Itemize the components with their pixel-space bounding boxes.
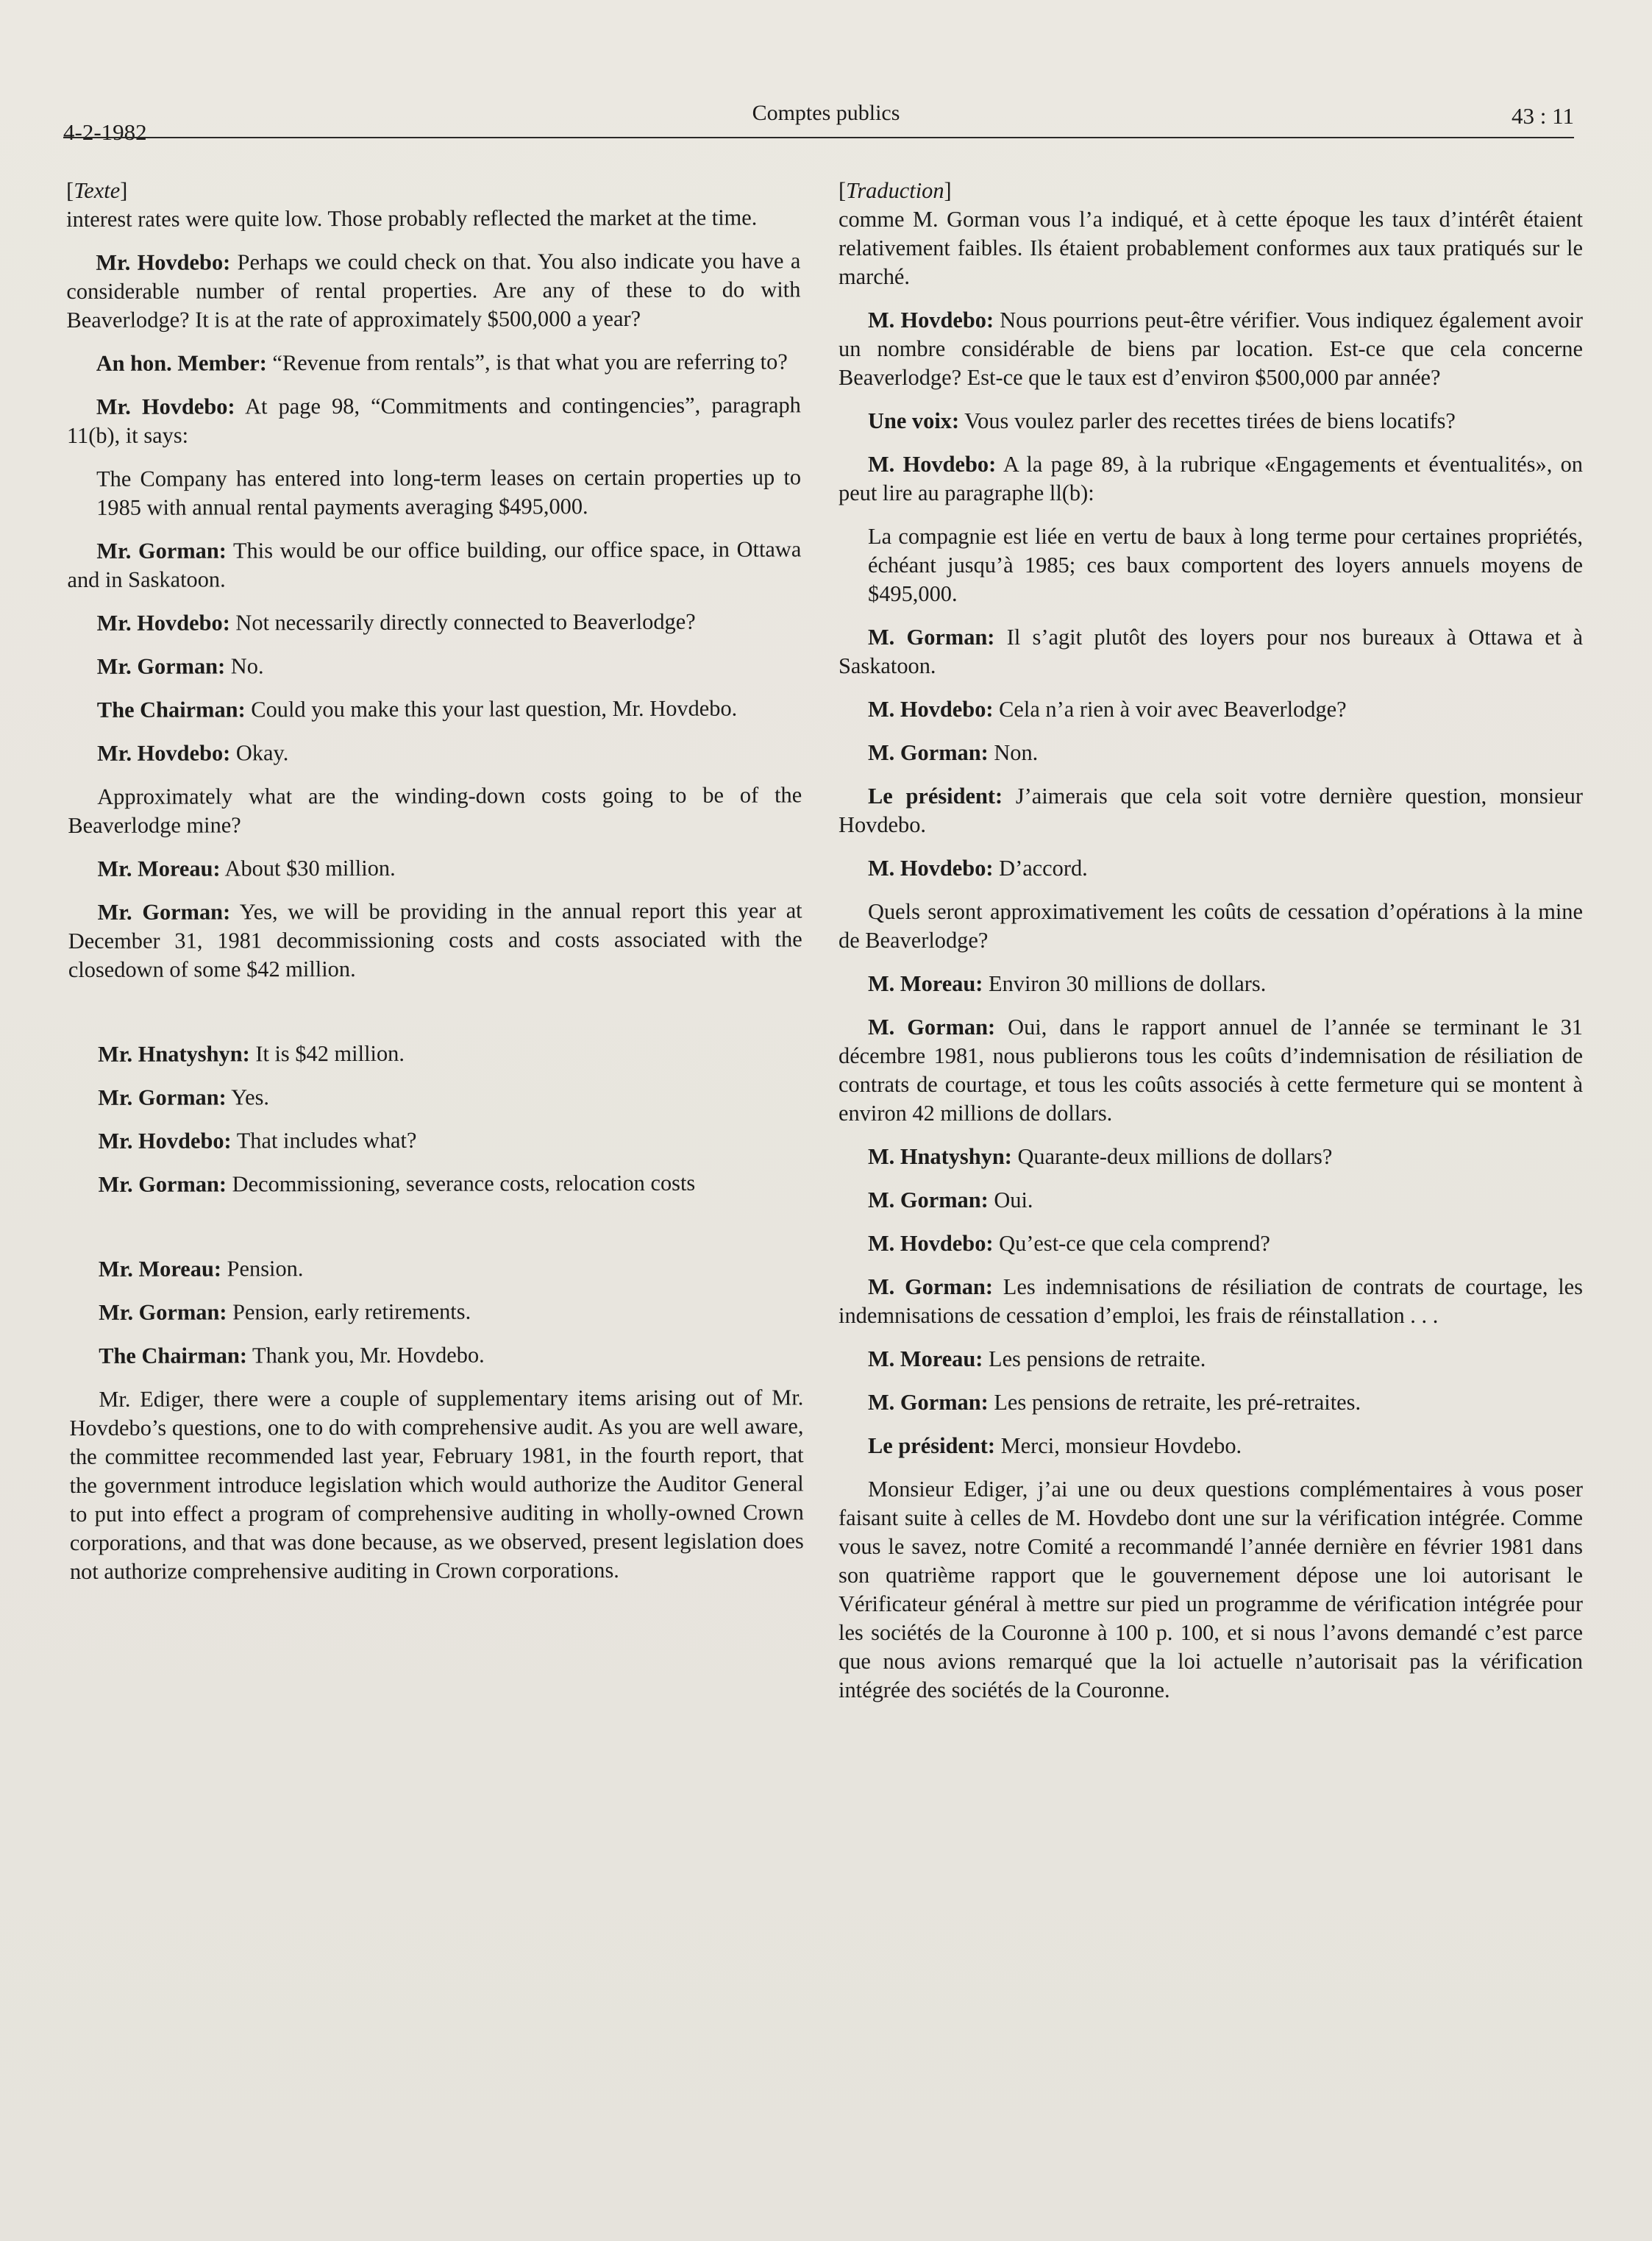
paragraph-text: Cela n’a rien à voir avec Beaverlodge?	[993, 697, 1347, 722]
paragraph-text: Non.	[988, 740, 1039, 765]
transcript-paragraph	[67, 391, 801, 450]
paragraph-text: Vous voulez parler des recettes tirées de biens locatifs?	[959, 408, 1456, 433]
paragraph-text: J’aimerais que cela soit votre dernière question, monsieur Hovdebo.	[839, 784, 1583, 837]
paragraph-text: D’accord.	[993, 856, 1088, 881]
paragraph-text: Environ 30 millions de dollars.	[983, 971, 1267, 996]
header-rule	[63, 137, 1574, 138]
quoted-passage	[96, 463, 801, 522]
paragraph-text: Il s’agit plutôt des loyers pour nos bureaux à Ottawa et à Saskatoon.	[839, 625, 1583, 678]
transcript-paragraph	[839, 450, 1583, 508]
paragraph-text: The Company has entered into long-term leases on certain properties up to 1985 with annual rental payments averaging $495,000.	[96, 464, 802, 520]
paragraph-text: Quels seront approximativement les coûts de cessation d’opérations à la mine de Beaverlodge?	[839, 899, 1583, 953]
paragraph-text: Merci, monsieur Hovdebo.	[995, 1433, 1242, 1458]
transcript-paragraph	[69, 1340, 803, 1371]
speaker-name: Mr. Hovdebo:	[97, 740, 231, 766]
speaker-name: M. Hovdebo:	[868, 1231, 994, 1256]
speaker-name: M. Hovdebo:	[868, 697, 994, 722]
intro-paragraph: comme M. Gorman vous l’a indiqué, et à cette époque les taux d’intérêt étaient relativement faibles. Ils étaient probablement conformes aux taux pratiqués sur le marché.	[839, 207, 1583, 289]
transcript-paragraph	[68, 694, 802, 725]
paragraph-text: Okay.	[230, 740, 289, 766]
paragraph-text: Decommissioning, severance costs, relocation costs	[226, 1170, 696, 1197]
transcript-paragraph	[68, 853, 802, 884]
speaker-name: Mr. Gorman:	[96, 653, 226, 679]
section-tag: [Traduction]	[839, 178, 952, 203]
paragraph-text: Oui.	[988, 1187, 1033, 1212]
paragraph-text: No.	[225, 653, 264, 679]
speaker-name: M. Hovdebo:	[868, 308, 994, 333]
transcript-paragraph	[69, 1253, 803, 1284]
paragraph-text: Oui, dans le rapport annuel de l’année se terminant le 31 décembre 1981, nous publierons tous les coûts d’indemnisation de résiliation de contrats de courtage, et tous les coûts associés à cette fermeture qui se montent à environ 42 millions de dollars.	[839, 1015, 1583, 1126]
transcript-paragraph	[68, 737, 802, 768]
transcript-paragraph	[839, 1273, 1583, 1330]
paragraph-text: Yes, we will be providing in the annual report this year at December 31, 1981 decommissioning costs and costs associated with the closedown of some $42 million.	[68, 898, 802, 982]
speaker-name: Mr. Moreau:	[97, 856, 221, 881]
transcript-paragraph	[67, 535, 801, 594]
transcript-paragraph	[68, 1082, 802, 1112]
speaker-name: Mr. Hnatyshyn:	[98, 1041, 250, 1067]
paragraph-text: Not necessarily directly connected to Beaverlodge?	[229, 608, 696, 636]
paragraph-text: Qu’est-ce que cela comprend?	[993, 1231, 1270, 1256]
transcript-paragraph	[839, 739, 1583, 767]
speaker-name: M. Moreau:	[868, 971, 983, 996]
transcript-paragraph	[68, 896, 802, 984]
header-page-number: 43 : 11	[1512, 103, 1574, 129]
speaker-name: M. Moreau:	[868, 1346, 983, 1371]
transcript-paragraph	[66, 246, 800, 335]
transcript-paragraph	[839, 782, 1583, 839]
intro-paragraph: interest rates were quite low. Those probably reflected the market at the time.	[66, 205, 758, 232]
paragraph-text: Quarante-deux millions de dollars?	[1011, 1144, 1333, 1169]
paragraph-text: Pension.	[221, 1256, 304, 1282]
speaker-name: Le président:	[868, 1433, 996, 1458]
transcript-paragraph	[69, 1296, 803, 1327]
paragraph-text: Les indemnisations de résiliation de contrats de courtage, les indemnisations de cessation d’emploi, les frais de réinstallation . . .	[839, 1274, 1583, 1328]
speaker-name: Mr. Hovdebo:	[96, 610, 230, 636]
speaker-name: Une voix:	[868, 408, 960, 433]
section-tag-text: Traduction	[846, 178, 944, 203]
english-column	[66, 177, 804, 1601]
speaker-name: Mr. Gorman:	[96, 538, 227, 564]
speaker-name: Mr. Moreau:	[98, 1256, 222, 1282]
transcript-paragraph	[839, 970, 1583, 998]
speaker-name: Mr. Hovdebo:	[96, 249, 231, 275]
transcript-paragraph	[839, 1186, 1583, 1215]
paragraph-text: Yes.	[226, 1084, 270, 1110]
paragraph-text: Approximately what are the winding-down costs going to be of the Beaverlodge mine?	[68, 782, 802, 838]
speaker-name: The Chairman:	[96, 697, 246, 722]
paragraph-text: Les pensions de retraite.	[983, 1346, 1206, 1371]
section-tag-text: Texte	[74, 177, 121, 203]
transcript-paragraph	[839, 306, 1583, 392]
paragraph-gap	[68, 997, 802, 1040]
paragraph-text: Les pensions de retraite, les pré-retraites.	[988, 1390, 1361, 1415]
french-column	[839, 177, 1583, 1719]
transcript-paragraph	[69, 1168, 803, 1199]
transcript-paragraph	[839, 1475, 1583, 1705]
quoted-passage	[868, 522, 1583, 608]
speaker-name: Mr. Hovdebo:	[96, 394, 235, 419]
paragraph-text: Nous pourrions peut-être vérifier. Vous indiquez également avoir un nombre considérable de biens par location. Est-ce que cela concerne Beaverlodge? Est-ce que le taux est d’environ $500,000 par année?	[839, 308, 1583, 390]
paragraph-text: It is $42 million.	[249, 1040, 405, 1067]
section-tag: [Texte]	[66, 177, 128, 203]
speaker-name: The Chairman:	[99, 1343, 248, 1368]
speaker-name: Mr. Gorman:	[98, 1084, 227, 1110]
paragraph-text: This would be our office building, our office space, in Ottawa and in Saskatoon.	[67, 536, 802, 592]
speaker-name: An hon. Member:	[96, 350, 267, 376]
transcript-paragraph	[839, 623, 1583, 681]
english-paragraphs	[66, 246, 804, 1586]
transcript-paragraph	[839, 1229, 1583, 1258]
paragraph-text: La compagnie est liée en vertu de baux à long terme pour certaines propriétés, échéant jusqu’à 1985; ces baux comportent des loyers annuels moyens de $495,000.	[868, 524, 1583, 606]
speaker-name: M. Hovdebo:	[868, 452, 997, 477]
transcript-paragraph	[839, 1143, 1583, 1171]
speaker-name: Mr. Gorman:	[98, 1171, 227, 1197]
paragraph-text: Could you make this your last question, Mr. Hovdebo.	[245, 695, 738, 722]
paragraph-gap	[69, 1212, 803, 1255]
paragraph-text: That includes what?	[231, 1127, 417, 1154]
transcript-paragraph	[839, 1388, 1583, 1417]
speaker-name: M. Gorman:	[868, 1274, 993, 1299]
transcript-paragraph	[68, 781, 802, 840]
english-column-body	[66, 174, 804, 1586]
transcript-paragraph	[68, 1125, 802, 1156]
paragraph-text: At page 98, “Commitments and contingencies”, paragraph 11(b), it says:	[66, 392, 801, 448]
transcript-paragraph	[68, 1038, 802, 1069]
paragraph-text: Thank you, Mr. Hovdebo.	[246, 1342, 485, 1368]
header-title: Comptes publics	[752, 101, 900, 125]
speaker-name: M. Gorman:	[868, 625, 995, 650]
transcript-paragraph	[68, 607, 802, 638]
transcript-paragraph	[68, 650, 802, 681]
transcript-paragraph	[67, 347, 801, 378]
speaker-name: M. Gorman:	[868, 1187, 989, 1212]
speaker-name: Mr. Hovdebo:	[98, 1128, 232, 1154]
transcript-paragraph	[839, 407, 1583, 436]
paragraph-text: Mr. Ediger, there were a couple of supplementary items arising out of Mr. Hovdebo’s questions, one to do with comprehensive audit. As you are well aware, the committee recommended last year, February 1981, in the fourth report, that the government introduce legislation which would authorize the Auditor General to put into effect a program of comprehensive auditing in wholly-owned Crown corporations, and that was done because, as we observed, present legislation does not authorize comprehensive auditing in Crown corporations.	[69, 1385, 804, 1584]
paragraph-text: Monsieur Ediger, j’ai une ou deux questions complémentaires à vous poser faisant suite à celles de M. Hovdebo dont une sur la vérification intégrée. Comme vous le savez, notre Comité a recommandé l’année dernière en février 1981 dans son quatrième rapport que le gouvernement dépose une loi autorisant le Vérificateur général à mettre sur pied un programme de vérification intégrée pour les sociétés de la Couronne à 100 p. 100, et si nous l’avons demandé c’est parce que nous avions remarqué que la loi actuelle n’autorisait pas la vérification intégrée des sociétés de la Couronne.	[839, 1477, 1583, 1702]
paragraph-text: Pension, early retirements.	[227, 1299, 471, 1325]
speaker-name: Le président:	[868, 784, 1003, 809]
paragraph-text: About $30 million.	[220, 855, 396, 881]
speaker-name: M. Gorman:	[868, 1015, 996, 1040]
header-date: 4-2-1982	[63, 119, 147, 145]
speaker-name: M. Hovdebo:	[868, 856, 994, 881]
transcript-paragraph	[839, 1345, 1583, 1374]
transcript-paragraph	[839, 1432, 1583, 1460]
transcript-paragraph	[839, 1013, 1583, 1128]
paragraph-text: “Revenue from rentals”, is that what you are referring to?	[266, 349, 788, 376]
speaker-name: M. Gorman:	[868, 740, 989, 765]
transcript-paragraph	[839, 854, 1583, 883]
transcript-paragraph	[839, 695, 1583, 724]
transcript-paragraph	[69, 1383, 804, 1586]
transcript-paragraph	[839, 898, 1583, 955]
speaker-name: Mr. Gorman:	[98, 1299, 227, 1325]
speaker-name: M. Hnatyshyn:	[868, 1144, 1012, 1169]
speaker-name: Mr. Gorman:	[97, 899, 231, 925]
speaker-name: M. Gorman:	[868, 1390, 989, 1415]
paragraph-text: Perhaps we could check on that. You also indicate you have a considerable number of rental properties. Are any of these to do with Beaverlodge? It is at the rate of approximately $500,000 a year?	[66, 248, 801, 333]
french-paragraphs	[839, 306, 1583, 1705]
paragraph-text: A la page 89, à la rubrique «Engagements et éventualités», on peut lire au paragraphe ll(b):	[839, 452, 1583, 505]
